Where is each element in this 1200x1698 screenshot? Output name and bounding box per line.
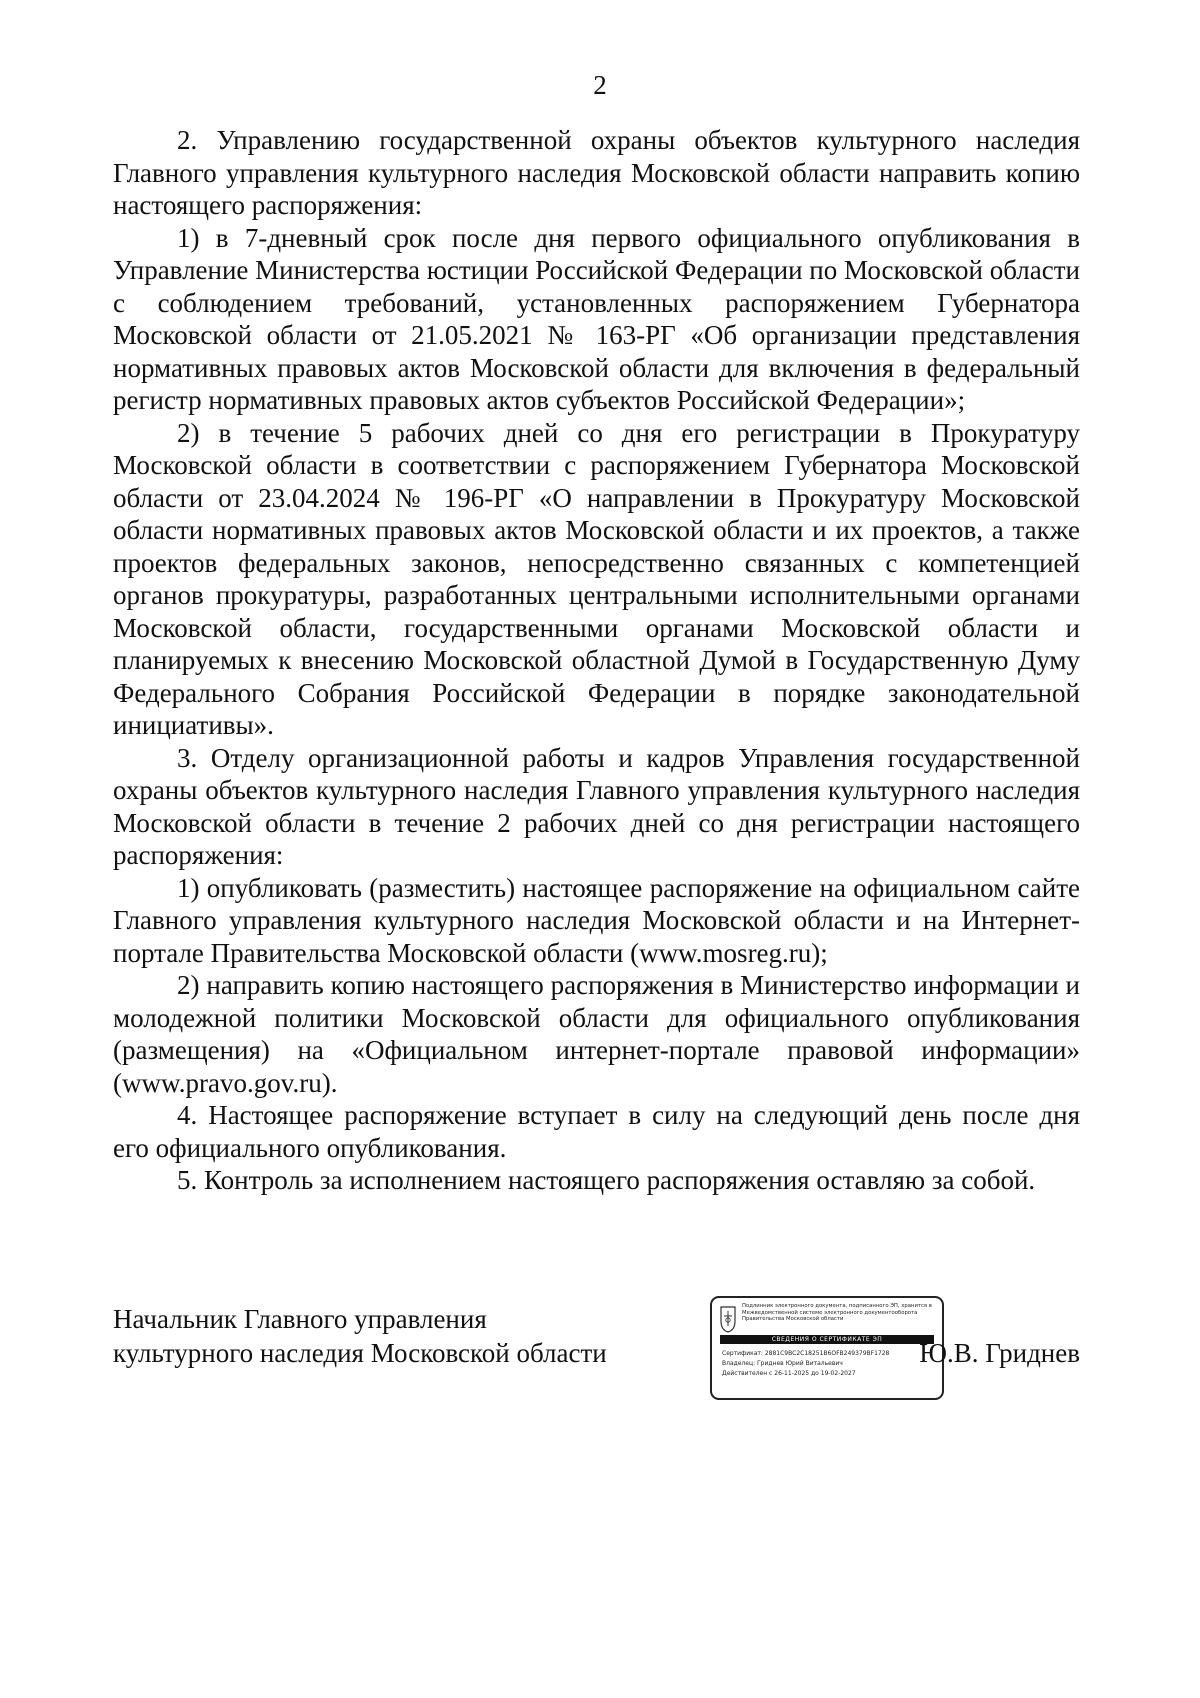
paragraph-item-5: 5. Контроль за исполнением настоящего распоряжения оставляю за собой. [177,1165,1036,1195]
stamp-certificate: Сертификат: 2881C9BC2C18251B6OFB249379BF1728 [722,1350,890,1357]
signer-position [113,1302,607,1370]
signer-position-line2: культурного наследия Московской области [113,1338,607,1368]
stamp-validity: Действителен с 26-11-2025 до 19-02-2027 [722,1370,856,1377]
stamp-header: СВЕДЕНИЯ О СЕРТИФИКАТЕ ЭП [720,1335,934,1344]
electronic-signature-stamp [710,1296,944,1400]
paragraph-item-3-1: 1) опубликовать (разместить) настоящее распоряжение на официальном сайте Главного управления культурного наследия Московской области и на Интернет-портале Правительства Московской области (www.mosreg.ru); [113,872,1080,968]
stamp-intro-text: Подлинник электронного документа, подписанного ЭП, хранится в Межведомственной системе электронного документооборота Правительства Московской области [742,1303,932,1323]
paragraph-item-4: 4. Настоящее распоряжение вступает в силу на следующий день после дня его официального опубликования. [113,1100,1080,1163]
signer-name: Ю.В. Гриднев [919,1338,1080,1368]
document-body [113,124,1080,1197]
signature-block [113,1302,1080,1422]
paragraph-item-2-2: 2) в течение 5 рабочих дней со дня его регистрации в Прокуратуру Московской области в соответствии с распоряжением Губернатора Московской области от 23.04.2024 № 196-РГ «О направлении в Прокуратуру Московской области нормативных правовых актов Московской области и их проектов, а также проектов федеральных законов, непосредственно связанных с компетенцией органов прокуратуры, разработанных центральными исполнительными органами Московской области, государственными органами Московской области и планируемых к внесению Московской областной Думой в Государственную Думу Федерального Собрания Российской Федерации в порядке законодательной инициативы». [113,417,1080,740]
paragraph-item-2-1: 1) в 7-дневный срок после дня первого официального опубликования в Управление Министерства юстиции Российской Федерации по Московской области с соблюдением требований, установленных распоряжением Губернатора Московской области от 21.05.2021 № 163-РГ «Об организации представления нормативных правовых актов Московской области для включения в федеральный регистр нормативных правовых актов субъектов Российской Федерации»; [113,222,1080,415]
stamp-details [722,1349,889,1379]
paragraph-item-3: 3. Отделу организационной работы и кадров Управления государственной охраны объектов культурного наследия Главного управления культурного наследия Московской области в течение 2 рабочих дней со дня регистрации настоящего распоряжения: [113,742,1080,870]
page-number: 2 [593,70,607,100]
stamp-owner: Владелец: Гриднев Юрий Витальевич [722,1360,843,1367]
signer-position-line1: Начальник Главного управления [113,1304,487,1334]
paragraph-item-2: 2. Управлению государственной охраны объектов культурного наследия Главного управления культурного наследия Московской области направить копию настоящего распоряжения: [113,125,1080,220]
coat-of-arms-icon [718,1304,738,1334]
paragraph-item-3-2: 2) направить копию настоящего распоряжения в Министерство информации и молодежной политики Московской области для официального опубликования (размещения) на «Официальном интернет-портале правовой информации» (www.pravo.gov.ru). [113,970,1080,1098]
